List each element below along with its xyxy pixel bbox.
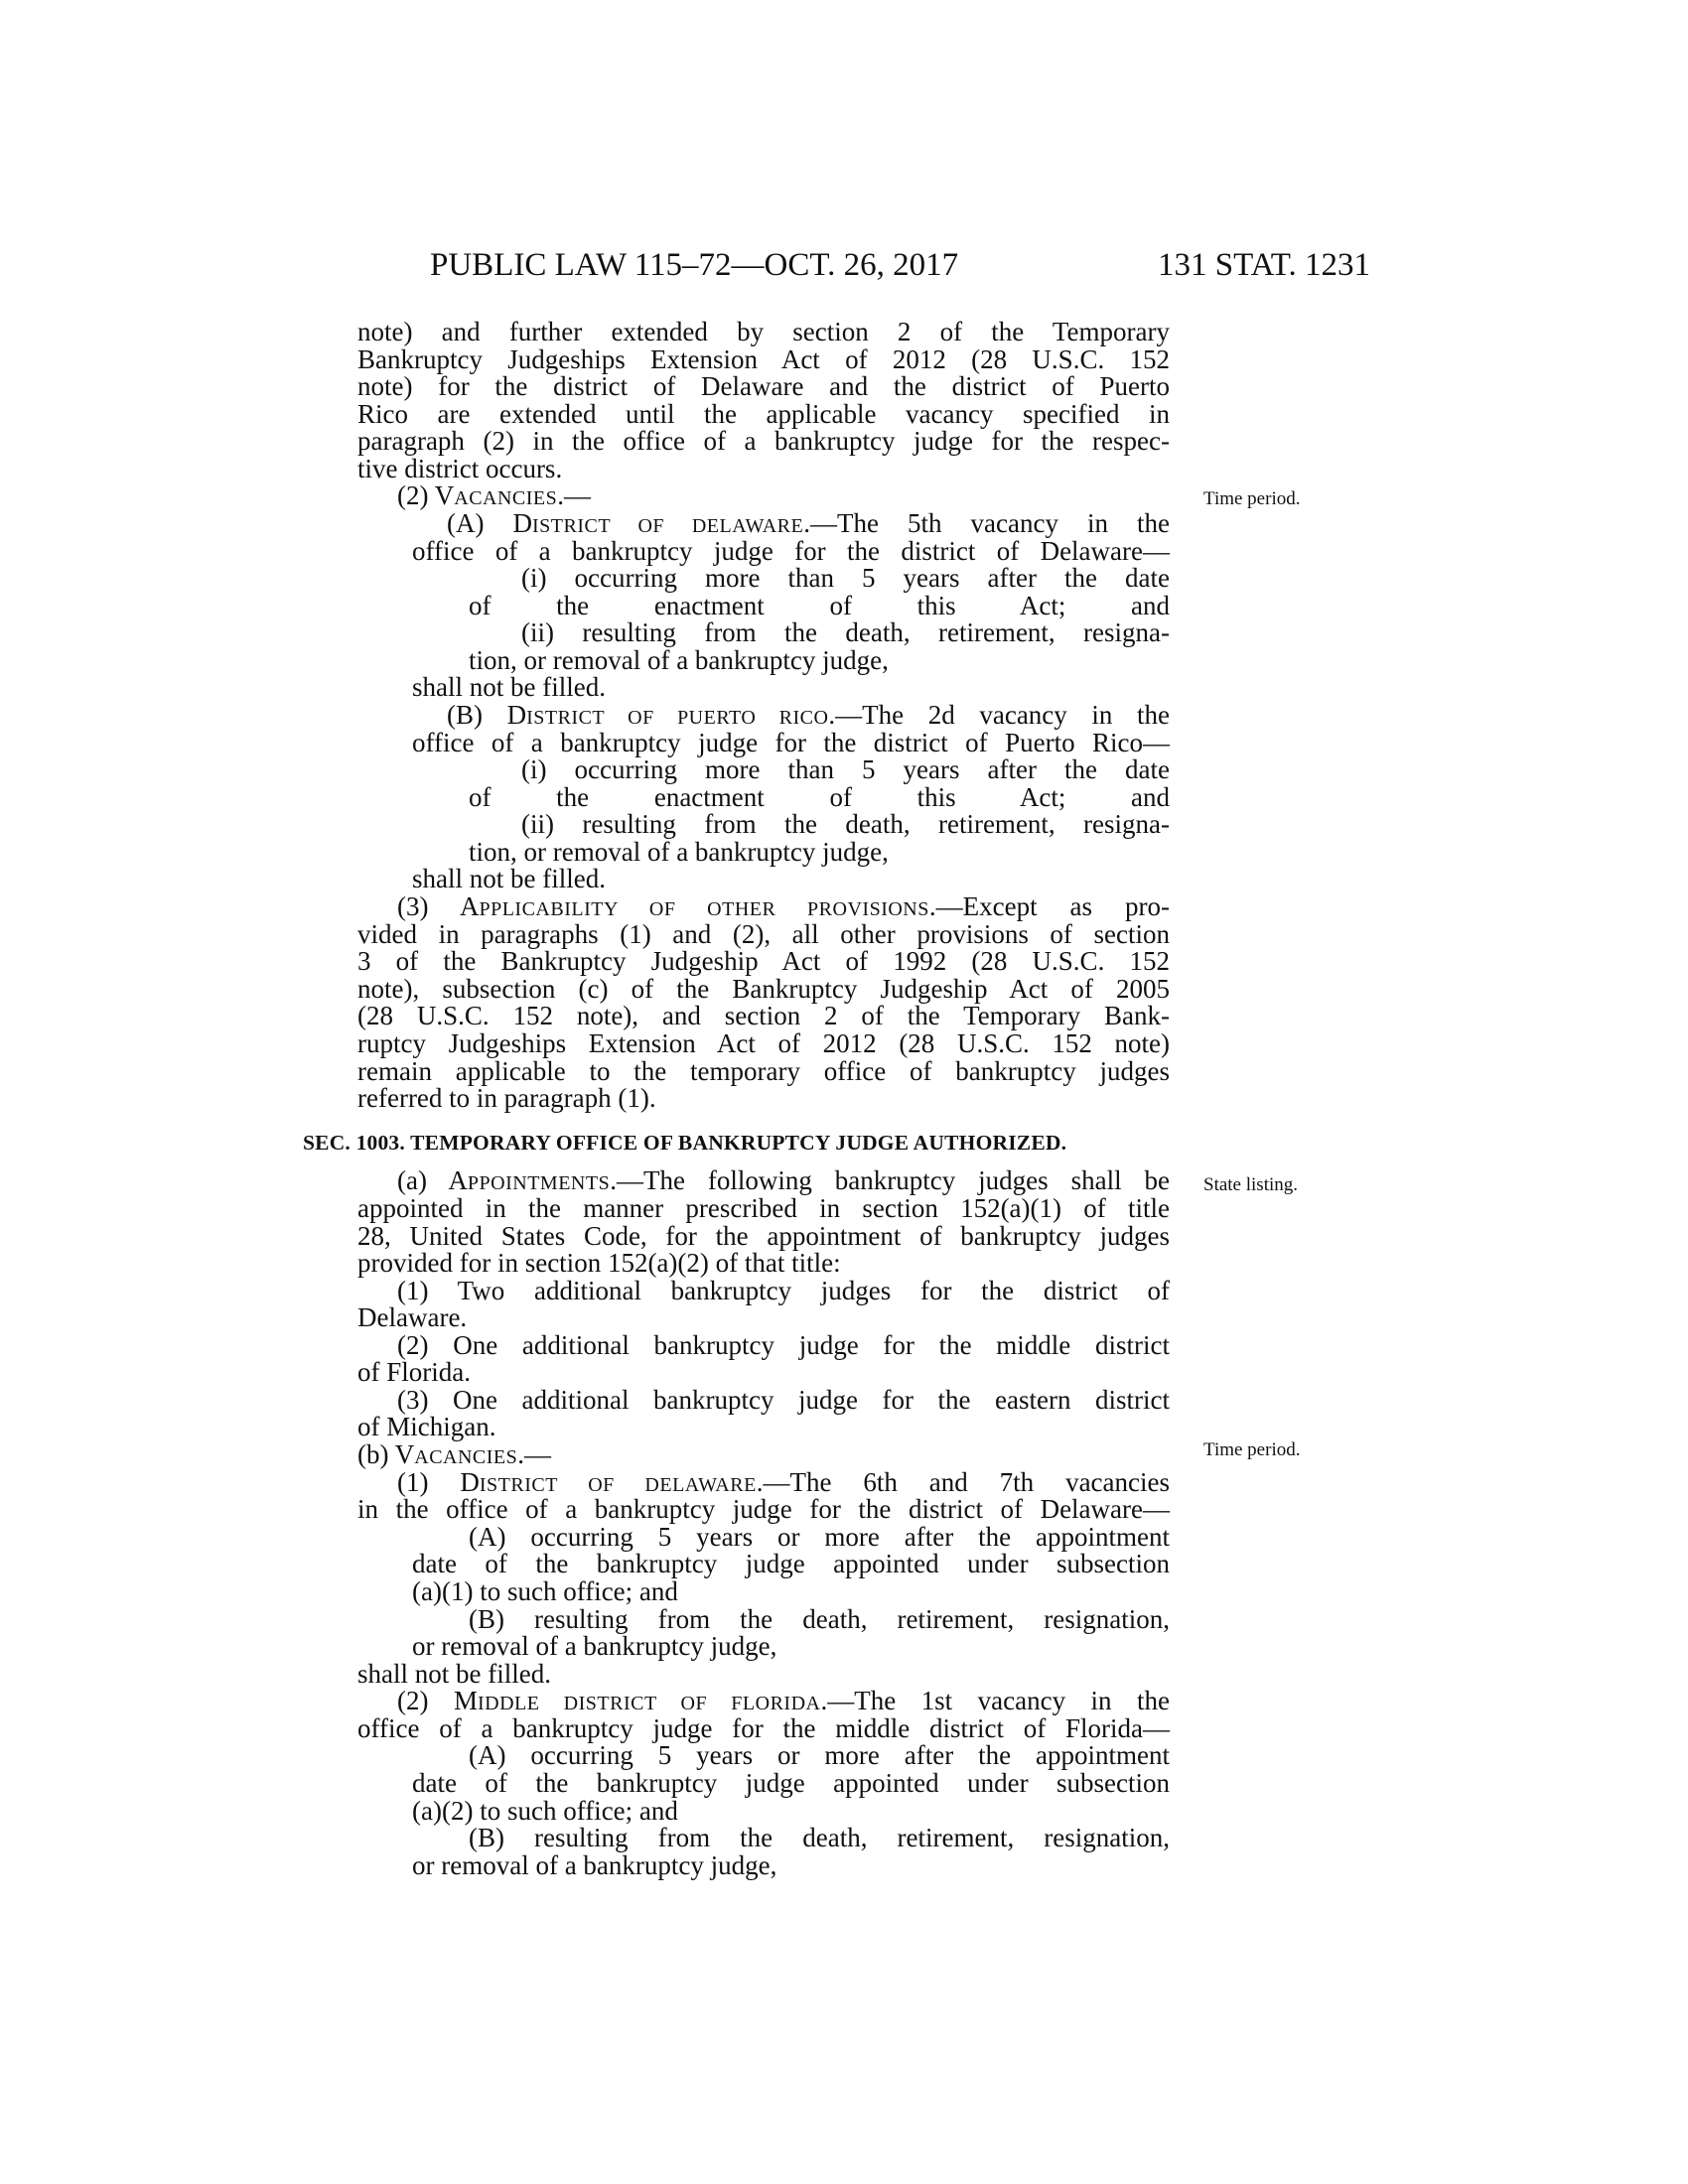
body-text-line: of Michigan. (357, 1412, 496, 1441)
body-text-line: remain applicable to the temporary office of bankruptcy judges (357, 1056, 1170, 1086)
body-text-line: (3) APPLICABILITY OF OTHER PROVISIONS.—Except as pro- (397, 891, 1171, 921)
body-text-line: Rico are extended until the applicable vacancy specified in (357, 399, 1170, 429)
body-text-line: Bankruptcy Judgeships Extension Act of 2012 (28 U.S.C. 152 (357, 344, 1170, 374)
body-text-line: note) for the district of Delaware and the district of Puerto (357, 371, 1170, 401)
body-text-line: Delaware. (357, 1302, 468, 1332)
body-text-line: (2) One additional bankruptcy judge for the middle district (397, 1330, 1170, 1360)
page-header-title: PUBLIC LAW 115–72—OCT. 26, 2017 (430, 247, 959, 283)
body-text-line: (i) occurring more than 5 years after the date (521, 754, 1170, 784)
body-text-line: shall not be filled. (412, 672, 606, 702)
body-text-line: note) and further extended by section 2 of the Temporary (357, 317, 1170, 346)
body-text-line: of the enactment of this Act; and (469, 591, 1170, 620)
body-text-line: (2) VACANCIES.— (397, 480, 592, 510)
margin-note: State listing. (1203, 1174, 1298, 1195)
body-text-line: (A) DISTRICT OF DELAWARE.—The 5th vacancy in the (447, 508, 1170, 538)
body-text-line: (2) MIDDLE DISTRICT OF FLORIDA.—The 1st vacancy in the (397, 1686, 1170, 1715)
body-text-line: of the enactment of this Act; and (469, 782, 1170, 812)
body-text-line: (B) DISTRICT OF PUERTO RICO.—The 2d vacancy in the (447, 700, 1170, 730)
body-text-line: (A) occurring 5 years or more after the appointment (469, 1522, 1170, 1552)
body-text-line: (28 U.S.C. 152 note), and section 2 of the Temporary Bank- (357, 1001, 1170, 1030)
body-text-line: note), subsection (c) of the Bankruptcy Judgeship Act of 2005 (357, 974, 1170, 1004)
body-text-line: tion, or removal of a bankruptcy judge, (469, 837, 889, 867)
body-text-line: or removal of a bankruptcy judge, (412, 1850, 777, 1880)
body-text-line: date of the bankruptcy judge appointed under subsection (412, 1549, 1170, 1578)
body-text-line: (b) VACANCIES.— (357, 1439, 552, 1469)
page-header-statute: 131 STAT. 1231 (1157, 247, 1370, 283)
body-text-line: office of a bankruptcy judge for the district of Puerto Rico— (412, 728, 1170, 757)
body-text-line: (B) resulting from the death, retirement, resignation, (469, 1604, 1170, 1634)
body-text-line: (A) occurring 5 years or more after the appointment (469, 1740, 1170, 1770)
body-text-line: appointed in the manner prescribed in section 152(a)(1) of title (357, 1193, 1170, 1223)
body-text-line: paragraph (2) in the office of a bankruptcy judge for the respec- (357, 426, 1170, 456)
body-text-line: provided for in section 152(a)(2) of that title: (357, 1248, 841, 1278)
body-text-line: tion, or removal of a bankruptcy judge, (469, 645, 889, 675)
body-text-line: ruptcy Judgeships Extension Act of 2012 (28 U.S.C. 152 note) (357, 1028, 1170, 1058)
body-text-line: or removal of a bankruptcy judge, (412, 1631, 777, 1661)
body-text-line: 28, United States Code, for the appointment of bankruptcy judges (357, 1221, 1170, 1251)
body-text-line: office of a bankruptcy judge for the district of Delaware— (412, 536, 1170, 566)
body-text-line: 3 of the Bankruptcy Judgeship Act of 1992 (28 U.S.C. 152 (357, 946, 1170, 976)
body-text-line: shall not be filled. (357, 1659, 551, 1689)
body-text-line: tive district occurs. (357, 454, 563, 483)
body-text-line: (a)(1) to such office; and (412, 1576, 678, 1606)
body-text-line: (1) Two additional bankruptcy judges for the district of (397, 1276, 1170, 1305)
body-text-line: vided in paragraphs (1) and (2), all other provisions of section (357, 919, 1170, 949)
body-text-line: (B) resulting from the death, retirement, resignation, (469, 1823, 1170, 1852)
body-text-line: in the office of a bankruptcy judge for the district of Delaware— (357, 1494, 1170, 1524)
margin-note: Time period. (1203, 1439, 1301, 1460)
body-text-line: of Florida. (357, 1357, 471, 1387)
body-text-line: (i) occurring more than 5 years after the date (521, 563, 1170, 593)
body-text-line: (ii) resulting from the death, retirement, resigna- (521, 809, 1170, 839)
body-text-line: date of the bankruptcy judge appointed under subsection (412, 1768, 1170, 1798)
body-text-line: (a) APPOINTMENTS.—The following bankruptcy judges shall be (397, 1165, 1170, 1195)
margin-note: Time period. (1203, 488, 1301, 509)
body-text-line: (3) One additional bankruptcy judge for the eastern district (397, 1385, 1170, 1415)
body-text-line: office of a bankruptcy judge for the middle district of Florida— (357, 1713, 1170, 1743)
body-text-line: (a)(2) to such office; and (412, 1796, 678, 1826)
body-text-line: (ii) resulting from the death, retirement, resigna- (521, 617, 1170, 647)
section-heading: SEC. 1003. TEMPORARY OFFICE OF BANKRUPTCY JUDGE AUTHORIZED. (303, 1131, 1067, 1155)
body-text-line: referred to in paragraph (1). (357, 1083, 656, 1113)
body-text-line: shall not be filled. (412, 864, 606, 893)
body-text-line: (1) DISTRICT OF DELAWARE.—The 6th and 7th vacancies (397, 1467, 1170, 1497)
